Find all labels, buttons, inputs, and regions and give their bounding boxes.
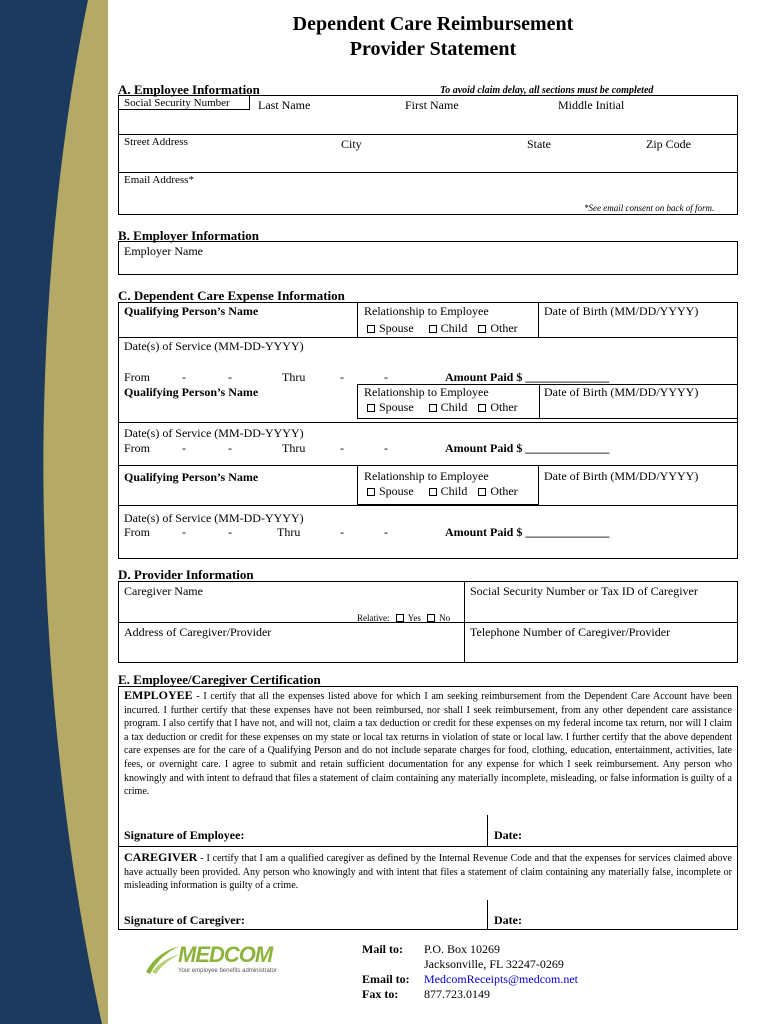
- qualifying-person-name-3[interactable]: Qualifying Person’s Name: [124, 470, 259, 484]
- amount-paid-1[interactable]: Amount Paid $ ______________: [445, 370, 610, 384]
- dates-of-service-1: Date(s) of Service (MM-DD-YYYY): [124, 339, 304, 353]
- decorative-side-band: [0, 0, 108, 1024]
- relationship-options-1: [367, 321, 518, 336]
- fax-to-label: Fax to:: [362, 987, 399, 1001]
- caregiver-address-field[interactable]: Address of Caregiver/Provider: [124, 625, 272, 639]
- employee-info-box: [118, 95, 738, 215]
- other-checkbox-1[interactable]: Other: [478, 321, 517, 335]
- dates-of-service-3: Date(s) of Service (MM-DD-YYYY): [124, 511, 304, 525]
- spouse-checkbox-2[interactable]: Spouse: [367, 400, 414, 414]
- child-checkbox-2[interactable]: Child: [429, 400, 468, 414]
- form-subtitle: Provider Statement: [349, 38, 517, 60]
- amount-paid-3[interactable]: Amount Paid $ ______________: [445, 525, 610, 539]
- middle-initial-field[interactable]: Middle Initial: [558, 98, 625, 112]
- fax-number: 877.723.0149: [424, 987, 490, 1001]
- relationship-options-3: [367, 484, 518, 499]
- qualifying-person-name-2[interactable]: Qualifying Person’s Name: [124, 385, 259, 399]
- email-to-label: Email to:: [362, 972, 410, 986]
- state-field[interactable]: State: [527, 137, 551, 151]
- city-field[interactable]: City: [341, 137, 362, 151]
- from-label-3: From: [124, 525, 151, 539]
- other-checkbox-3[interactable]: Other: [478, 484, 517, 498]
- caregiver-signature-field[interactable]: Signature of Caregiver:: [124, 913, 245, 927]
- employee-date-field[interactable]: Date:: [494, 828, 522, 842]
- dates-of-service-2: Date(s) of Service (MM-DD-YYYY): [124, 426, 304, 440]
- qualifying-person-name-1[interactable]: Qualifying Person’s Name: [124, 304, 259, 318]
- last-name-field[interactable]: Last Name: [258, 98, 311, 112]
- street-address-field[interactable]: Street Address: [124, 136, 188, 148]
- mail-address-line1: P.O. Box 10269: [424, 942, 501, 956]
- relationship-options-2: [367, 400, 518, 415]
- section-e-heading: E. Employee/Caregiver Certification: [118, 672, 321, 687]
- caregiver-certification-text: CAREGIVER - I certify that I am a qualified caregiver as defined by the Internal Revenue Code and that the expenses for services claimed above have actually been provided. Any person who knowingly and with intent that files a statement of claim containing any materially false, incomplete or misleading information is guilty of a crime.: [124, 850, 732, 892]
- child-checkbox-1[interactable]: Child: [429, 321, 468, 335]
- dob-field-3[interactable]: Date of Birth (MM/DD/YYYY): [544, 469, 699, 483]
- caregiver-date-field[interactable]: Date:: [494, 913, 522, 927]
- logo-wordmark: MEDCOM: [178, 942, 273, 967]
- completion-note: To avoid claim delay, all sections must be completed: [440, 85, 654, 96]
- relative-no-checkbox[interactable]: No: [427, 613, 450, 623]
- section-c-heading: C. Dependent Care Expense Information: [118, 288, 345, 303]
- spouse-checkbox-1[interactable]: Spouse: [367, 321, 414, 335]
- thru-label-2: Thru: [282, 441, 306, 455]
- mail-address-line2: Jacksonville, FL 32247-0269: [424, 957, 564, 971]
- logo-tagline: Your employee benefits administrator: [178, 968, 277, 974]
- caregiver-phone-field[interactable]: Telephone Number of Caregiver/Provider: [470, 625, 671, 639]
- dob-field-2[interactable]: Date of Birth (MM/DD/YYYY): [544, 385, 699, 399]
- thru-label-3: Thru: [277, 525, 301, 539]
- email-link[interactable]: MedcomReceipts@medcom.net: [424, 972, 579, 986]
- employee-certification-text: EMPLOYEE - I certify that all the expenses listed above for which I am seeking reimbursement from the Dependent Care Account have been incurred. I further certify that these expenses have not been reimbursed, nor shall I seek reimbursement, from any other dependent care assistance program. I also certify that I have not, and will not, claim a tax deduction or credit for these expenses on my federal income tax return, nor will I claim a tax deduction or credit for these expenses on my state or local tax returns in violation of state or local law. I further certify that the above dependent care expenses are for the care of a Qualifying Person and do not include separate charges for food, clothing, education, entertainment, activities, late fees, or overnight care. I agree to submit and retain sufficient documentation for any expense for which I seek reimbursement. Any person who knowingly and with intent to defraud that files a statement of claim containing any materially incomplete, misleading, or false information is guilty of a crime.: [124, 688, 732, 798]
- swoosh-icon: [142, 942, 182, 976]
- section-d-heading: D. Provider Information: [118, 567, 254, 582]
- section-a-heading: A. Employee Information: [118, 82, 260, 97]
- caregiver-tax-id-field[interactable]: Social Security Number or Tax ID of Caregiver: [470, 584, 698, 598]
- dob-field-1[interactable]: Date of Birth (MM/DD/YYYY): [544, 304, 699, 318]
- from-label-2: From: [124, 441, 151, 455]
- employer-box: [118, 241, 738, 275]
- amount-paid-2[interactable]: Amount Paid $ ______________: [445, 441, 610, 455]
- section-b-heading: B. Employer Information: [118, 228, 259, 243]
- first-name-field[interactable]: First Name: [405, 98, 459, 112]
- from-label-1: From: [124, 370, 151, 384]
- ssn-field[interactable]: Social Security Number: [124, 97, 230, 109]
- relationship-label-3: Relationship to Employee: [364, 469, 489, 483]
- medcom-logo: [142, 940, 292, 980]
- relative-options: Relative: Yes No: [357, 613, 451, 623]
- form-title: Dependent Care Reimbursement: [292, 13, 574, 35]
- zip-field[interactable]: Zip Code: [646, 137, 691, 151]
- relationship-label-2: Relationship to Employee: [364, 385, 489, 399]
- thru-label-1: Thru: [282, 370, 306, 384]
- employer-name-field[interactable]: Employer Name: [124, 244, 203, 258]
- child-checkbox-3[interactable]: Child: [429, 484, 468, 498]
- caregiver-name-field[interactable]: Caregiver Name: [124, 584, 203, 598]
- relative-yes-checkbox[interactable]: Yes: [396, 613, 421, 623]
- relationship-label-1: Relationship to Employee: [364, 304, 489, 318]
- mail-to-label: Mail to:: [362, 942, 403, 956]
- email-field[interactable]: Email Address*: [124, 174, 194, 186]
- spouse-checkbox-3[interactable]: Spouse: [367, 484, 414, 498]
- email-consent-note: *See email consent on back of form.: [584, 203, 715, 213]
- other-checkbox-2[interactable]: Other: [478, 400, 517, 414]
- employee-signature-field[interactable]: Signature of Employee:: [124, 828, 245, 842]
